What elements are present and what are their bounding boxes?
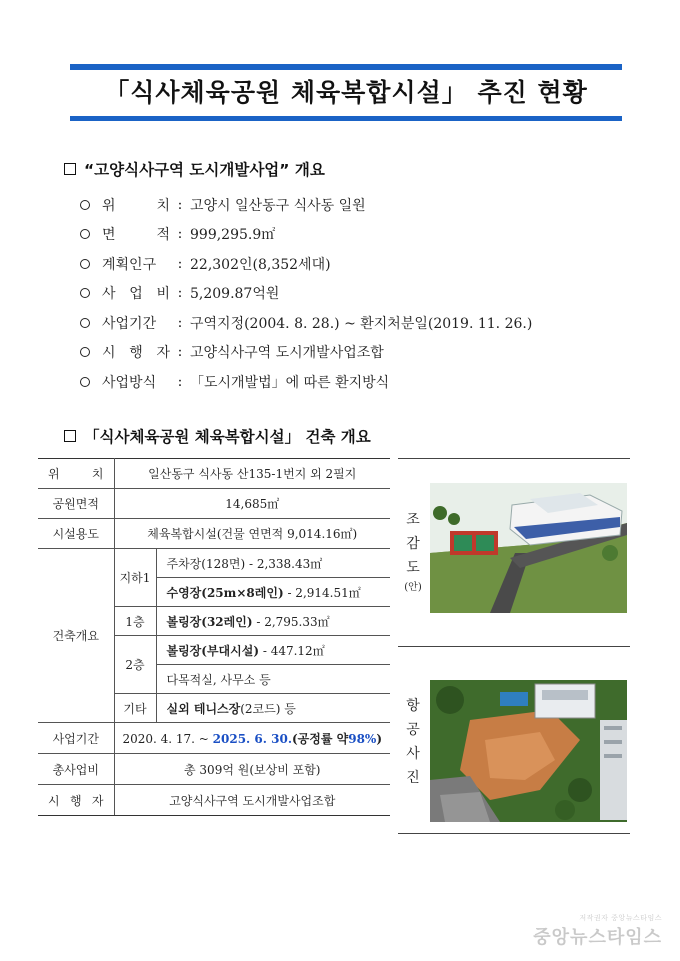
overview-item-label: [102, 224, 170, 244]
overview-item-label: [102, 372, 170, 392]
colon-separator: :: [177, 314, 183, 331]
f2-label: 2층: [114, 636, 156, 694]
colon-separator: :: [177, 226, 183, 243]
label-char: 자: [156, 345, 170, 362]
label-char: 행: [129, 345, 143, 362]
colon-separator: :: [177, 255, 183, 272]
b1-item2: [156, 578, 390, 607]
bird-view-char: 도: [406, 560, 420, 576]
overview-item-value: 「도시개발법」에 따른 환지방식: [190, 374, 390, 391]
table-row: [38, 754, 390, 785]
label-char: 치: [91, 467, 104, 481]
label-char: 사: [102, 286, 116, 303]
overview-item: [80, 367, 640, 397]
circle-bullet-icon: [80, 318, 90, 328]
watermark-sub: 저작권자 중앙뉴스타임스: [579, 914, 662, 922]
overview-item-value: 5,209.87억원: [190, 286, 280, 303]
label-char: 계획인구: [102, 256, 157, 273]
aerial-char: 진: [406, 770, 420, 786]
use-value: 체육복합시설(건물 연면적 9,014.16㎡): [114, 519, 390, 549]
b1-item1: 주차장(128면) - 2,338.43㎡: [156, 549, 390, 578]
circle-bullet-icon: [80, 377, 90, 387]
watermark-main: 중앙뉴스타임스: [533, 927, 662, 948]
circle-bullet-icon: [80, 347, 90, 357]
location-value: 일산동구 식사동 산135-1번지 외 2필지: [114, 459, 390, 489]
period-label: 사업기간: [38, 723, 114, 754]
image-panel: [398, 458, 630, 833]
period-note-pct: 98%: [348, 731, 377, 746]
label-char: 적: [156, 227, 170, 244]
table-row: [38, 785, 390, 816]
period-end: 2025. 6. 30.: [212, 731, 292, 746]
f1-label: 1층: [114, 607, 156, 636]
overview-item-value: 999,295.9㎡: [190, 227, 276, 244]
divider: [398, 833, 630, 834]
bird-view-label: [400, 508, 426, 596]
divider: [398, 458, 630, 459]
overview-item-value: 고양식사구역 도시개발사업조합: [190, 345, 384, 362]
square-bullet-icon: [64, 163, 76, 175]
overview-item: [80, 279, 640, 309]
operator-value: 고양식사구역 도시개발사업조합: [114, 785, 390, 816]
colon-separator: :: [177, 373, 183, 390]
section1-heading: [64, 158, 325, 180]
bird-view-image: [430, 483, 627, 613]
aerial-char: 항: [406, 698, 420, 714]
square-bullet-icon: [64, 430, 76, 442]
use-label: 시설용도: [38, 519, 114, 549]
circle-bullet-icon: [80, 259, 90, 269]
park-area-value: 14,685㎡: [114, 489, 390, 519]
page-title: 「식사체육공원 체육복합시설」 추진 현황: [104, 78, 588, 107]
title-bar-bottom: [70, 116, 622, 121]
circle-bullet-icon: [80, 229, 90, 239]
table-row: [38, 723, 390, 754]
etc-item-bold: 실외 테니스장: [166, 701, 241, 716]
label-char: 면: [102, 227, 116, 244]
overview-item-value: 고양시 일산동구 식사동 일원: [190, 197, 366, 214]
f1-item-bold: 볼링장(32레인): [166, 614, 253, 629]
label-char: 치: [156, 197, 170, 214]
label-char: 시: [48, 793, 60, 808]
period-note-open: (공정률 약: [292, 731, 349, 746]
f1-item: [156, 607, 390, 636]
label-char: 시: [102, 345, 116, 362]
label-char: 비: [156, 286, 170, 303]
f2-item1-bold: 볼링장(부대시설): [166, 643, 260, 658]
park-area-label: 공원면적: [38, 489, 114, 519]
overview-item-label: [102, 254, 170, 274]
b1-label: 지하1: [114, 549, 156, 607]
label-char: 위: [102, 197, 116, 214]
section1-heading-text: “고양식사구역 도시개발사업” 개요: [84, 161, 325, 179]
aerial-label: [400, 694, 426, 790]
etc-item-rest: (2코드) 등: [240, 701, 296, 716]
etc-item: [156, 694, 390, 723]
f1-item-rest: - 2,795.33㎡: [252, 614, 330, 629]
period-value: [114, 723, 390, 754]
label-char: 자: [91, 793, 104, 808]
b1-item2-bold: 수영장(25m×8레인): [166, 585, 284, 600]
colon-separator: :: [177, 344, 183, 361]
overview-item-value: 구역지정(2004. 8. 28.) ~ 환지처분일(2019. 11. 26.): [190, 315, 533, 332]
section2-heading-text: 「식사체육공원 체육복합시설」 건축 개요: [84, 428, 371, 446]
period-note-close: ): [376, 731, 383, 746]
cost-value: 총 309억 원(보상비 포함): [114, 754, 390, 785]
overview-item: [80, 249, 640, 279]
bird-view-sub: (안): [404, 582, 422, 593]
label-char: 업: [129, 286, 143, 303]
building-overview-table: [38, 458, 390, 816]
overview-item-label: [102, 313, 170, 333]
f2-item2: 다목적실, 사무소 등: [156, 665, 390, 694]
cost-label: 총사업비: [38, 754, 114, 785]
circle-bullet-icon: [80, 200, 90, 210]
watermark: [533, 913, 662, 949]
overview-item: [80, 338, 640, 368]
title-block: [70, 64, 622, 121]
operator-label-cell: [38, 785, 114, 816]
overview-item-value: 22,302인(8,352세대): [190, 256, 331, 273]
label-char: 행: [69, 793, 82, 808]
period-start: 2020. 4. 17. ~: [122, 731, 213, 746]
label-char: 위: [48, 467, 60, 481]
overview-item-label: [102, 283, 170, 303]
bird-view-char: 조: [406, 512, 420, 528]
f2-item1-rest: - 447.12㎡: [259, 643, 325, 658]
f2-item1: [156, 636, 390, 665]
overview-item: [80, 308, 640, 338]
overview-item-label: [102, 195, 170, 215]
bird-view-char: 감: [406, 536, 420, 552]
label-char: 사업방식: [102, 374, 157, 391]
colon-separator: :: [177, 285, 183, 302]
overview-item: [80, 220, 640, 250]
location-label-cell: [38, 459, 114, 489]
colon-separator: :: [177, 196, 183, 213]
table-row: [38, 519, 390, 549]
overview-item-label: [102, 342, 170, 362]
overview-item: [80, 190, 640, 220]
circle-bullet-icon: [80, 288, 90, 298]
table-row: [38, 489, 390, 519]
label-char: 사업기간: [102, 315, 157, 332]
table-row: [38, 459, 390, 489]
aerial-char: 공: [406, 722, 420, 738]
section2-heading: [64, 425, 371, 447]
aerial-char: 사: [406, 746, 420, 762]
aerial-photo: [430, 680, 627, 822]
divider: [398, 646, 630, 647]
building-label: 건축개요: [38, 549, 114, 723]
etc-label: 기타: [114, 694, 156, 723]
table-row: [38, 549, 390, 578]
overview-list: [80, 190, 640, 397]
b1-item2-rest: - 2,914.51㎡: [283, 585, 361, 600]
